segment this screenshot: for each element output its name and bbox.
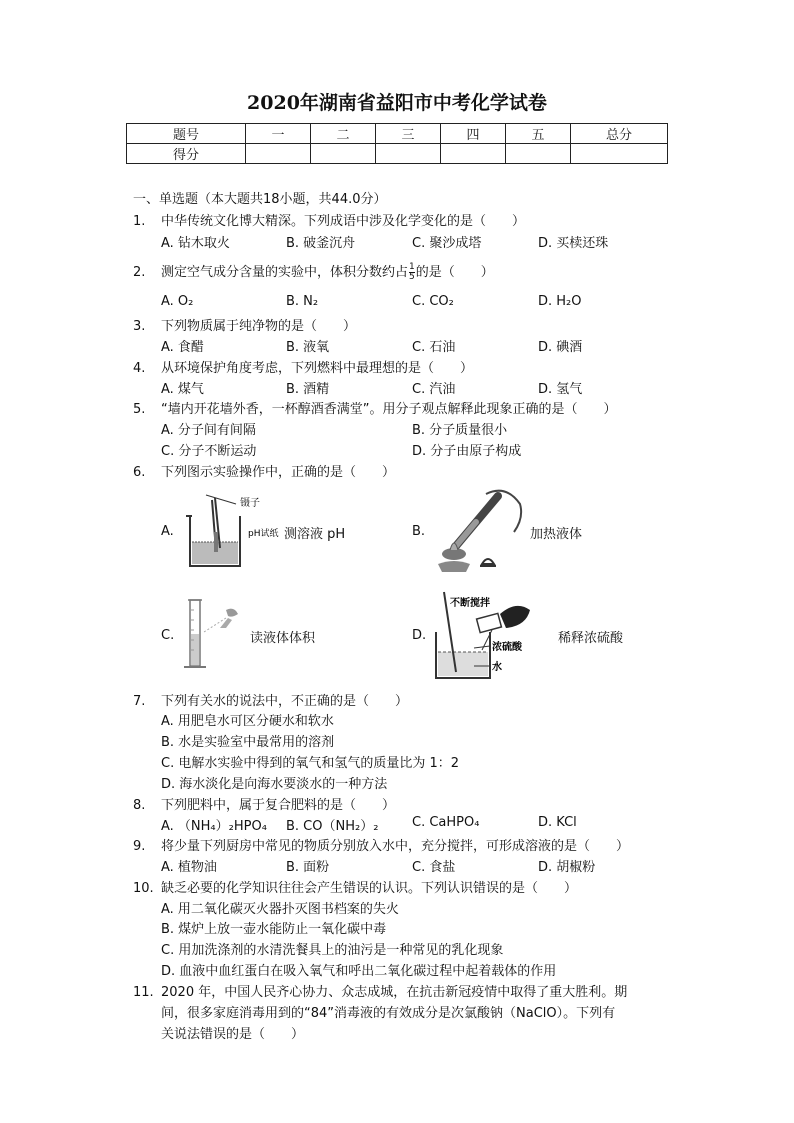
option-b: B. 破釜沉舟: [286, 236, 356, 251]
option-a: A. 钻木取火: [161, 236, 230, 251]
score-header-cell: 三: [376, 124, 441, 144]
option-d: D. H₂O: [538, 294, 582, 309]
question-4: [133, 357, 473, 376]
option-c: C. 石油: [412, 340, 456, 355]
option-a: A. 煤气: [161, 382, 204, 397]
question-stem: 将少量下列厨房中常见的物质分别放入水中，充分搅拌，可形成溶液的是（ ）: [161, 839, 630, 854]
score-header-cell: 二: [311, 124, 376, 144]
question-number: 9.: [133, 839, 146, 854]
caption-d: 稀释浓硫酸: [558, 631, 624, 646]
score-cell: [506, 144, 571, 164]
option-c: C. 分子不断运动: [161, 444, 257, 459]
fraction: [409, 263, 415, 282]
question-number: 10.: [133, 881, 154, 896]
option-a: A. 食醋: [161, 340, 204, 355]
question-11: [133, 981, 627, 1000]
score-header-cell: 一: [246, 124, 311, 144]
option-b: B.: [412, 524, 426, 539]
option-b: B. 水是实验室中最常用的溶剂: [161, 735, 335, 750]
question-9: [133, 835, 629, 854]
option-d: D. KCl: [538, 815, 577, 830]
question-stem-line: 关说法错误的是（ ）: [161, 1027, 305, 1042]
option-b: B. 面粉: [286, 860, 330, 875]
question-2: [133, 261, 494, 282]
tweezers-label: 镊子: [240, 498, 260, 509]
option-a: A.: [161, 524, 174, 539]
ph-paper-label: pH试纸: [248, 529, 279, 539]
question-10: [133, 877, 577, 896]
option-d: D. 海水淡化是向海水要淡水的一种方法: [161, 777, 388, 792]
option-b: B. 液氧: [286, 340, 330, 355]
option-c: C. 聚沙成塔: [412, 236, 482, 251]
option-c: C. 用加洗涤剂的水清洗餐具上的油污是一种常见的乳化现象: [161, 943, 504, 958]
heating-liquid-figure: [428, 484, 528, 576]
option-c: C. 食盐: [412, 860, 456, 875]
question-number: 6.: [133, 465, 146, 480]
option-a: A. （NH₄）₂HPO₄: [161, 819, 267, 834]
option-d: D. 血液中血红蛋白在吸入氧气和呼出二氧化碳过程中起着载体的作用: [161, 964, 557, 979]
option-d: D. 买椟还珠: [538, 236, 609, 251]
caption-c: 读液体体积: [250, 631, 316, 646]
ph-test-figure: [178, 492, 288, 572]
option-d: D. 碘酒: [538, 340, 583, 355]
acid-label: 浓硫酸: [492, 642, 522, 653]
option-d: D. 氢气: [538, 382, 583, 397]
exam-title: 2020年湖南省益阳市中考化学试卷: [247, 92, 547, 114]
score-row-label: 得分: [127, 144, 246, 164]
score-header-cell: 四: [441, 124, 506, 144]
score-cell: [441, 144, 506, 164]
section-heading: 一、单选题（本大题共18小题，共44.0分）: [133, 192, 387, 207]
option-b: B. 酒精: [286, 382, 330, 397]
option-a: A. 用二氧化碳灭火器扑灭图书档案的失火: [161, 902, 399, 917]
question-stem: 缺乏必要的化学知识往往会产生错误的认识。下列认识错误的是（ ）: [161, 881, 578, 896]
option-a: A. 分子间有间隔: [161, 423, 256, 438]
option-d: D. 胡椒粉: [538, 860, 596, 875]
fraction-denominator: 5: [409, 272, 415, 282]
fraction-numerator: 1: [409, 262, 415, 272]
question-stem: 下列有关水的说法中，不正确的是（ ）: [161, 694, 409, 709]
caption-a: 测溶液 pH: [284, 527, 346, 542]
option-b: B. 分子质量很小: [412, 423, 508, 438]
option-c: C. 电解水实验中得到的氧气和氢气的质量比为 1：2: [161, 756, 460, 771]
score-header-cell: 五: [506, 124, 571, 144]
question-number: 2.: [133, 265, 146, 280]
score-header-cell: 总分: [571, 124, 668, 144]
question-number: 5.: [133, 402, 146, 417]
question-stem: 下列物质属于纯净物的是（ ）: [161, 319, 357, 334]
question-stem-line: 2020 年，中国人民齐心协力、众志成城，在抗击新冠疫情中取得了重大胜利。期: [161, 985, 628, 1000]
option-c: C. 汽油: [412, 382, 456, 397]
option-c: C. CaHPO₄: [412, 815, 480, 830]
option-c: C. CO₂: [412, 294, 454, 309]
caption-b: 加热液体: [530, 527, 583, 542]
question-number: 1.: [133, 214, 146, 229]
option-c: C.: [161, 628, 175, 643]
score-cell: [311, 144, 376, 164]
option-b: B. CO（NH₂）₂: [286, 819, 379, 834]
question-stem: “墙内开花墙外香，一杯醇酒香满堂”。用分子观点解释此现象正确的是（ ）: [161, 402, 617, 417]
water-label: 水: [492, 662, 502, 673]
option-a: A. 用肥皂水可区分硬水和软水: [161, 714, 334, 729]
dilute-acid-figure: [430, 588, 560, 682]
score-table-header-row: [127, 124, 668, 144]
question-3: [133, 315, 356, 334]
question-number: 8.: [133, 798, 146, 813]
score-table-score-row: [127, 144, 668, 164]
graduated-cylinder-figure: [180, 594, 250, 674]
question-number: 3.: [133, 319, 146, 334]
option-b: B. 煤炉上放一壶水能防止一氧化碳中毒: [161, 922, 387, 937]
question-6: [133, 461, 395, 480]
stir-label: 不断搅拌: [450, 598, 490, 609]
question-stem-line: 间，很多家庭消毒用到的“84”消毒液的有效成分是次氯酸钠（NaClO）。下列有: [161, 1006, 616, 1021]
question-number: 4.: [133, 361, 146, 376]
question-stem: 下列图示实验操作中，正确的是（ ）: [161, 465, 396, 480]
score-cell: [376, 144, 441, 164]
question-5: [133, 398, 616, 417]
option-a: A. 植物油: [161, 860, 217, 875]
question-stem: 中华传统文化博大精深。下列成语中涉及化学变化的是（ ）: [161, 214, 526, 229]
score-cell: [246, 144, 311, 164]
question-1: [133, 210, 525, 229]
option-a: A. O₂: [161, 294, 194, 309]
option-b: B. N₂: [286, 294, 319, 309]
question-stem-part2: 的是（ ）: [415, 265, 494, 280]
score-table: [126, 123, 668, 164]
question-7: [133, 690, 408, 709]
question-stem-part1: 测定空气成分含量的实验中，体积分数约占: [161, 265, 409, 280]
score-cell: [571, 144, 668, 164]
question-number: 11.: [133, 985, 154, 1000]
question-number: 7.: [133, 694, 146, 709]
question-stem: 从环境保护角度考虑，下列燃料中最理想的是（ ）: [161, 361, 474, 376]
score-header-cell: 题号: [127, 124, 246, 144]
option-d: D.: [412, 628, 427, 643]
question-8: [133, 794, 395, 813]
question-stem: 下列肥料中，属于复合肥料的是（ ）: [161, 798, 396, 813]
option-d: D. 分子由原子构成: [412, 444, 522, 459]
